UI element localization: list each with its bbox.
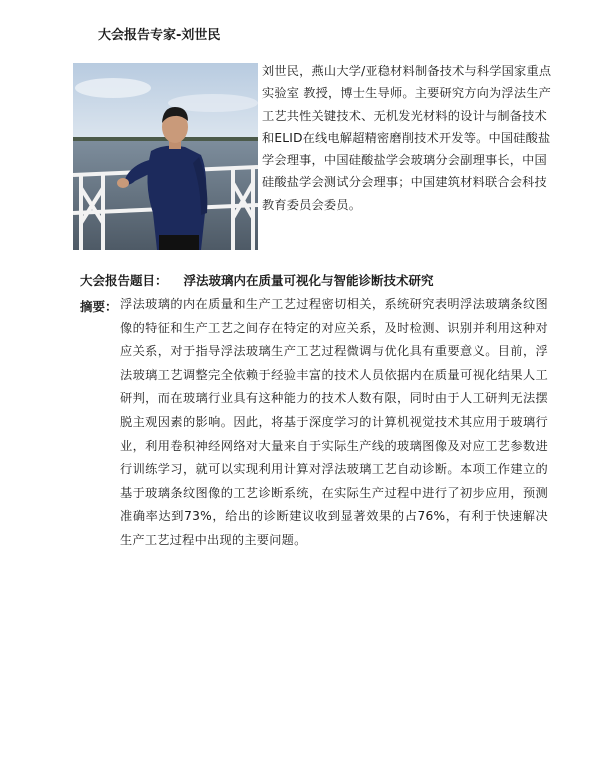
- abstract-text: 浮法玻璃的内在质量和生产工艺过程密切相关，系统研究表明浮法玻璃条纹图像的特征和生产工艺之间存在特定的对应关系，及时检测、识别并利用这种对应关系，对于指导浮法玻璃生产工艺过程微调与优化具有重要意义。目前，浮法玻璃工艺调整完全依赖于经验丰富的技术人员依据内在质量可视化结果人工研判，而在玻璃行业具有这种能力的技术人数有限，同时由于人工研判无法摆脱主观因素的影响。因此，将基于深度学习的计算机视觉技术其应用于玻璃行业，利用卷积神经网络对大量来自于实际生产线的玻璃图像及对应工艺参数进行训练学习，就可以实现利用计算对浮法玻璃工艺自动诊断。本项工作建立的基于玻璃条纹图像的工艺诊断系统，在实际生产过程中进行了初步应用，预测准确率达到73%，给出的诊断建议收到显著效果的占76%，有利于快速解决生产工艺过程中出现的主要问题。: [120, 297, 548, 547]
- expert-bio: [262, 60, 554, 216]
- pants: [159, 235, 199, 250]
- portrait-photo-icon: [73, 63, 258, 250]
- abstract-body: [120, 293, 548, 553]
- hand: [117, 178, 129, 188]
- portrait-photo: [73, 63, 258, 250]
- expert-heading: 大会报告专家-刘世民: [98, 28, 221, 43]
- expert-bio-text: 刘世民，燕山大学/亚稳材料制备技术与科学国家重点实验室 教授，博士生导师。主要研究方向为浮法生产工艺共性关键技术、无机发光材料的设计与制备技术和ELID在线电解超精密磨削技术开发等。中国硅酸盐学会理事，中国硅酸盐学会玻璃分会副理事长，中国硅酸盐学会测试分会理事；中国建筑材料联合会科技教育委员会委员。: [262, 64, 552, 212]
- talk-title-text: 浮法玻璃内在质量可视化与智能诊断技术研究: [183, 273, 434, 288]
- abstract-label: 摘要：: [80, 299, 118, 314]
- cloud: [75, 78, 151, 98]
- talk-title: [80, 272, 434, 290]
- talk-title-label: 大会报告题目：: [80, 273, 168, 288]
